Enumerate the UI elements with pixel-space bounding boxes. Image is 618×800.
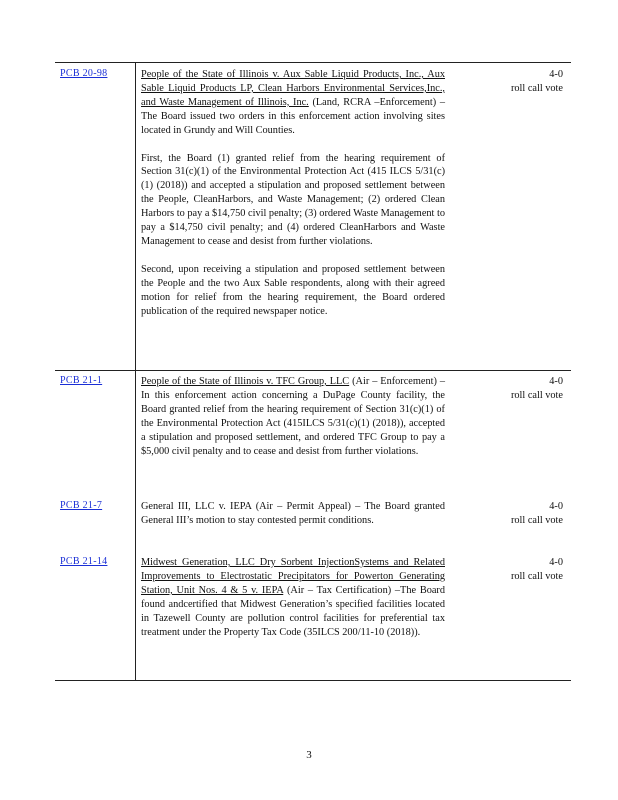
case-description — [141, 68, 445, 333]
vote-type: roll call vote — [510, 389, 563, 401]
case-summary-paragraph — [141, 375, 445, 458]
vote-count: 4-0 — [549, 69, 563, 80]
case-description — [141, 500, 445, 542]
vote-type: roll call vote — [510, 570, 563, 582]
case-summary: General III, LLC v. IEPA (Air – Permit Appeal) – The Board granted General III’s motion to stay contested permit conditions. — [141, 501, 445, 526]
row-divider — [55, 370, 571, 371]
case-summary: (Land, RCRA –Enforcement) –The Board issued two orders in this enforcement action involving sites located in Grundy and Will Counties. — [141, 96, 445, 136]
case-number-link[interactable]: PCB 20-98 — [60, 68, 108, 79]
column-divider — [135, 62, 136, 681]
vote-count: 4-0 — [549, 501, 563, 512]
vote-type: roll call vote — [510, 514, 563, 526]
case-number-link[interactable]: PCB 21-1 — [60, 375, 103, 386]
case-description — [141, 375, 445, 472]
case-detail-paragraph: First, the Board (1) granted relief from the hearing requirement of Section 31(c)(1) of the Environmental Protection Act (415 ILCS 5/31(c)(1) (2018)) and accepted a stipulation and proposed settlement between the People, CleanHarbors, and Waste Management; (2) ordered Clean Harbors to pay a $14,750 civil penalty; (3) ordered Waste Management to pay a $14,750 civil penalty; and (4) ordered CleanHarbors and Waste Management to cease and desist from further violations. — [141, 152, 445, 247]
case-title: People of the State of Illinois v. TFC Group, LLC — [141, 376, 350, 387]
case-description — [141, 556, 445, 653]
case-summary-paragraph — [141, 68, 445, 138]
vote-count: 4-0 — [549, 376, 563, 387]
case-summary-paragraph — [141, 500, 445, 528]
case-summary: (Air – Tax Certification) –The Board found andcertified that Midwest Generation’s specified facilities located in Tazewell County are pollution control facilities for preferential tax treatment under the Property Tax Code (35ILCS 200/11-10 (2018)). — [141, 584, 445, 638]
table-top-rule — [55, 62, 571, 63]
case-number-link[interactable]: PCB 21-14 — [60, 556, 108, 567]
vote-result — [480, 68, 563, 96]
case-title: People of the State of Illinois v. Aux Sable Liquid Products, Inc., Aux Sable Liquid Products LP, Clean Harbors Environmental Services,Inc., and Waste Management of Illinois, Inc. — [141, 69, 445, 108]
page-number: 3 — [306, 749, 312, 761]
case-detail-paragraph: Second, upon receiving a stipulation and proposed settlement between the People and the two Aux Sable respondents, along with their agreed motion for relief from the hearing requirement, the Board ordered publication of the required newspaper notice. — [141, 263, 445, 317]
case-summary-paragraph — [141, 556, 445, 639]
table-bottom-rule — [55, 680, 571, 681]
vote-type: roll call vote — [510, 82, 563, 94]
vote-result — [480, 375, 563, 403]
case-title: Midwest Generation, LLC Dry Sorbent InjectionSystems and Related Improvements to Electrostatic Precipitators for Powerton Generating Station, Unit Nos. 4 & 5 v. IEPA — [141, 557, 445, 596]
vote-result — [480, 500, 563, 528]
vote-result — [480, 556, 563, 584]
case-number-link[interactable]: PCB 21-7 — [60, 500, 103, 511]
case-summary: (Air – Enforcement) – In this enforcement action concerning a DuPage County facility, the Board granted relief from the hearing requirement of Section 31(c)(1) of the Environmental Protection Act (415ILCS 5/31(c)(1) (2018)), accepted a stipulation and proposed settlement, and ordered TFC Group to pay a $5,000 civil penalty and to cease and desist from further violations. — [141, 376, 445, 457]
vote-count: 4-0 — [549, 557, 563, 568]
